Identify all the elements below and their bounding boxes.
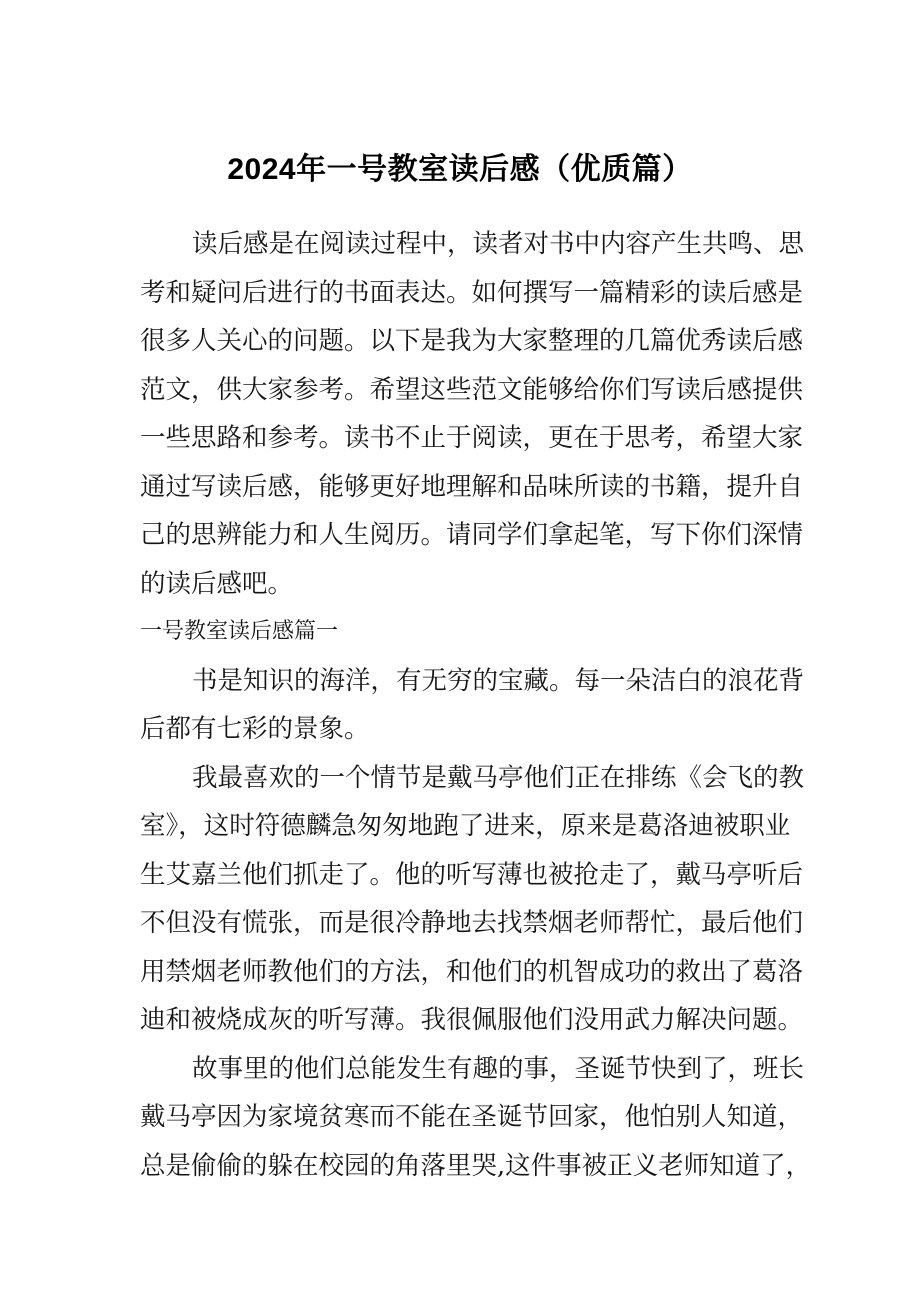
text-line: 范文，供大家参考。希望这些范文能够给你们写读后感提供	[140, 374, 804, 405]
text-line: 考和疑问后进行的书面表达。如何撰写一篇精彩的读后感是	[140, 277, 804, 308]
text-line: 用禁烟老师教他们的方法，和他们的机智成功的救出了葛洛	[140, 956, 804, 987]
document-body	[140, 220, 812, 1190]
text-line: 我最喜欢的一个情节是戴马亭他们正在排练《会飞的教	[192, 762, 805, 793]
text-line: 室》，这时符德麟急匆匆地跑了进来，原来是葛洛迪被职业	[140, 811, 791, 841]
text-line: 总是偷偷的躲在校园的角落里哭,这件事被正义老师知道了，	[140, 1150, 812, 1181]
text-line: 生艾嘉兰他们抓走了。他的听写薄也被抢走了，戴马亭听后	[140, 859, 804, 890]
body-paragraph	[140, 1045, 812, 1191]
intro-paragraph	[140, 220, 805, 608]
text-line: 读后感是在阅读过程中，读者对书中内容产生共鸣、思	[192, 229, 805, 259]
body-paragraph	[140, 657, 805, 754]
text-line: 后都有七彩的景象。	[140, 714, 370, 744]
text-line: 书是知识的海洋，有无穷的宝藏。每一朵洁白的浪花背	[192, 665, 805, 696]
section-heading: 一号教室读后感篇一	[140, 619, 339, 644]
text-line: 戴马亭因为家境贫寒而不能在圣诞节回家，他怕别人知道，	[140, 1102, 804, 1132]
text-line: 通过写读后感，能够更好地理解和品味所读的书籍，提升自	[140, 471, 804, 502]
text-line: 的读后感吧。	[140, 568, 294, 599]
text-line: 很多人关心的问题。以下是我为大家整理的几篇优秀读后感	[140, 326, 804, 356]
document-title: 2024年一号教室读后感（优质篇）	[227, 153, 693, 186]
text-line: 不但没有慌张，而是很冷静地去找禁烟老师帮忙，最后他们	[140, 908, 804, 938]
text-line: 迪和被烧成灰的听写薄。我很佩服他们没用武力解决问题。	[140, 1005, 804, 1035]
text-line: 一些思路和参考。读书不止于阅读，更在于思考，希望大家	[140, 423, 804, 453]
text-line: 故事里的他们总能发生有趣的事，圣诞节快到了，班长	[192, 1053, 805, 1084]
text-line: 己的思辨能力和人生阅历。请同学们拿起笔，写下你们深情	[140, 520, 804, 550]
body-paragraph	[140, 754, 805, 1045]
